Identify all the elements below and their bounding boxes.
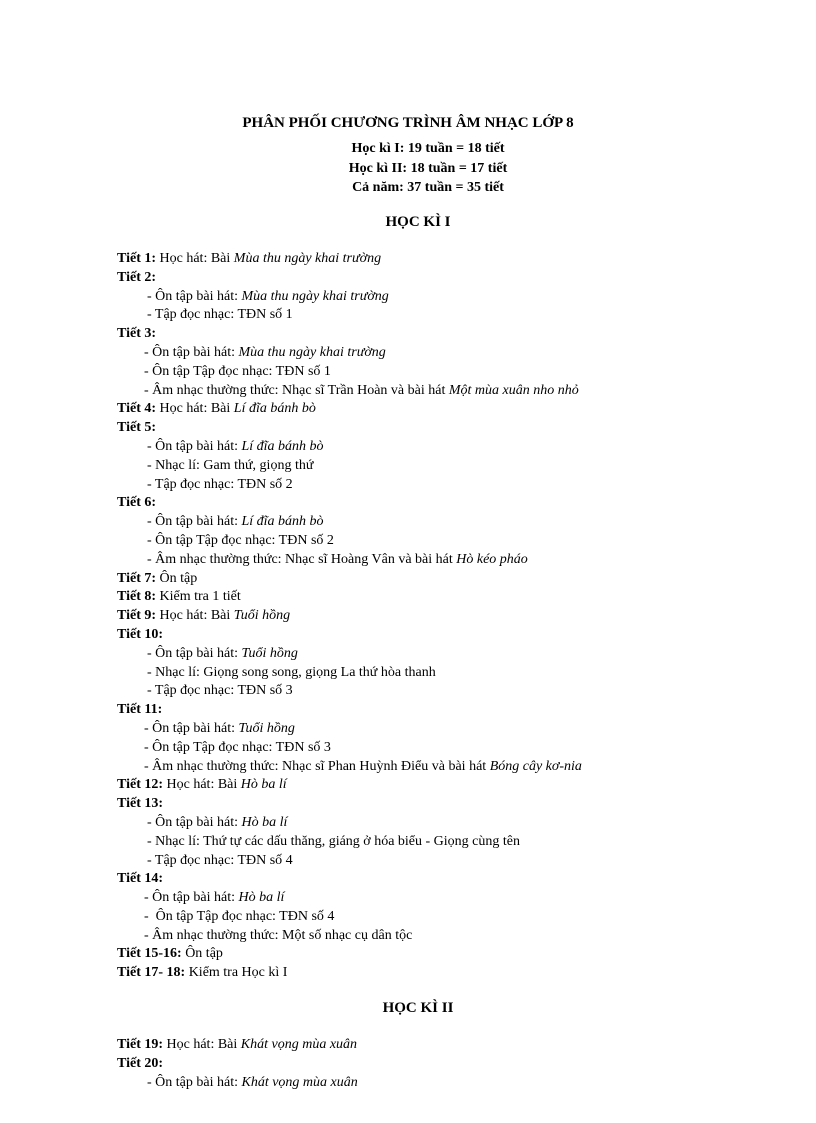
song-title: Tuổi hồng (238, 720, 295, 736)
lesson-label: Tiết 2: (117, 269, 157, 285)
lesson-row (117, 682, 797, 701)
song-title: Lí đĩa bánh bò (233, 401, 316, 417)
lesson-text: Ôn tập (156, 570, 198, 586)
lesson-row (117, 438, 797, 457)
lesson-row (117, 363, 797, 382)
lesson-row (117, 269, 797, 288)
lesson-text: - Âm nhạc thường thức: Nhạc sĩ Trần Hoàn và bài hát (144, 382, 449, 398)
lesson-row (117, 344, 797, 363)
lesson-row (117, 1055, 797, 1074)
song-title: Mùa thu ngày khai trường (241, 288, 389, 304)
lesson-label: Tiết 3: (117, 326, 157, 342)
lesson-text: Học hát: Bài (156, 608, 234, 624)
lesson-row (117, 664, 797, 683)
lesson-text: - Tập đọc nhạc: TĐN số 2 (147, 476, 293, 492)
lesson-text: - Âm nhạc thường thức: Nhạc sĩ Phan Huỳnh Điểu và bài hát (144, 758, 490, 774)
lesson-list-term-1 (117, 250, 797, 983)
song-title: Khát vọng mùa xuân (241, 1074, 358, 1090)
lesson-text: Học hát: Bài (163, 777, 241, 793)
lesson-row (117, 513, 797, 532)
lesson-text: - Ôn tập bài hát: (144, 890, 239, 906)
lesson-text: - Ôn tập bài hát: (147, 1074, 242, 1090)
song-title: Mùa thu ngày khai trường (233, 251, 382, 266)
lesson-row (117, 588, 797, 607)
lesson-text: Học hát: Bài (156, 401, 234, 417)
lesson-row (117, 476, 797, 495)
lesson-row (117, 382, 797, 401)
lesson-row (117, 645, 797, 664)
lesson-label: Tiết 11: (117, 702, 163, 718)
lesson-row (117, 250, 797, 269)
lesson-row (117, 1036, 797, 1055)
song-title: Hò ba lí (240, 777, 287, 793)
lesson-label: Tiết 20: (117, 1055, 164, 1071)
lesson-row (117, 720, 797, 739)
lesson-label: Tiết 13: (117, 796, 164, 812)
section-heading-term-2: HỌC KÌ II (382, 1000, 454, 1016)
song-title: Tuổi hồng (233, 608, 291, 624)
lesson-row (117, 419, 797, 438)
lesson-row (117, 776, 797, 795)
song-title: Lí đĩa bánh bò (241, 514, 324, 530)
lesson-text: - Âm nhạc thường thức: Nhạc sĩ Hoàng Vân và bài hát (147, 551, 457, 567)
lesson-label: Tiết 1: (117, 251, 157, 266)
song-title: Tuổi hồng (241, 645, 298, 661)
subtitle-term-1: Học kì I: 19 tuần = 18 tiết (351, 141, 505, 156)
lesson-row (117, 927, 797, 946)
lesson-row (117, 626, 797, 645)
song-title: Một mùa xuân nho nhỏ (448, 382, 579, 398)
song-title: Hò kéo pháo (456, 551, 528, 567)
lesson-text: - Nhạc lí: Giọng song song, giọng La thứ hòa thanh (147, 664, 436, 680)
lesson-label: Tiết 7: (117, 570, 157, 586)
lesson-row (117, 701, 797, 720)
lesson-row (117, 908, 797, 927)
lesson-row (117, 570, 797, 589)
lesson-label: Tiết 17- 18: (117, 965, 186, 981)
lesson-text: - Ôn tập Tập đọc nhạc: TĐN số 4 (144, 908, 335, 924)
lesson-text: - Nhạc lí: Gam thứ, giọng thứ (147, 457, 314, 473)
lesson-label: Tiết 19: (117, 1037, 164, 1052)
lesson-row (117, 494, 797, 513)
lesson-row (117, 852, 797, 871)
lesson-row (117, 739, 797, 758)
lesson-text: Kiểm tra Học kì I (185, 965, 288, 981)
lesson-row (117, 306, 797, 325)
lesson-text: Kiểm tra 1 tiết (156, 589, 241, 605)
lesson-row (117, 457, 797, 476)
lesson-row (117, 889, 797, 908)
lesson-text: Học hát: Bài (163, 1037, 241, 1052)
lesson-row (117, 833, 797, 852)
lesson-text: - Nhạc lí: Thứ tự các dấu thăng, giáng ở hóa biểu - Giọng cùng tên (147, 833, 520, 849)
lesson-text: - Tập đọc nhạc: TĐN số 4 (147, 852, 293, 868)
lesson-label: Tiết 14: (117, 871, 164, 887)
lesson-row (117, 607, 797, 626)
lesson-label: Tiết 6: (117, 495, 157, 511)
lesson-text: - Ôn tập Tập đọc nhạc: TĐN số 1 (144, 363, 331, 379)
song-title: Hò ba lí (241, 814, 288, 830)
lesson-text: - Ôn tập bài hát: (147, 288, 242, 304)
lesson-row (117, 814, 797, 833)
subtitle-term-2: Học kì II: 18 tuần = 17 tiết (348, 161, 508, 176)
lesson-text: - Ôn tập bài hát: (144, 344, 239, 360)
lesson-label: Tiết 8: (117, 589, 157, 605)
song-title: Lí đĩa bánh bò (241, 438, 324, 454)
lesson-row (117, 551, 797, 570)
song-title: Khát vọng mùa xuân (240, 1037, 358, 1052)
lesson-label: Tiết 5: (117, 420, 157, 436)
lesson-row (117, 532, 797, 551)
lesson-text: - Ôn tập bài hát: (147, 514, 242, 530)
lesson-label: Tiết 9: (117, 608, 157, 624)
lesson-text: - Tập đọc nhạc: TĐN số 3 (147, 683, 293, 699)
lesson-text: - Âm nhạc thường thức: Một số nhạc cụ dân tộc (144, 927, 413, 943)
lesson-text: - Ôn tập bài hát: (147, 438, 242, 454)
lesson-row (117, 758, 797, 777)
subtitle-full-year: Cả năm: 37 tuần = 35 tiết (352, 180, 504, 195)
song-title: Hò ba lí (238, 890, 285, 906)
lesson-row (117, 945, 797, 964)
lesson-row (117, 964, 797, 983)
lesson-label: Tiết 12: (117, 777, 164, 793)
lesson-text: - Ôn tập bài hát: (144, 720, 239, 736)
lesson-list-term-2 (117, 1036, 797, 1092)
lesson-text: - Tập đọc nhạc: TĐN số 1 (147, 307, 293, 323)
lesson-row (117, 288, 797, 307)
lesson-text: - Ôn tập bài hát: (147, 814, 242, 830)
document-title: PHÂN PHỐI CHƯƠNG TRÌNH ÂM NHẠC LỚP 8 (242, 115, 574, 131)
lesson-row (117, 325, 797, 344)
section-heading-term-1: HỌC KÌ I (385, 214, 451, 230)
lesson-row (117, 795, 797, 814)
lesson-row (117, 870, 797, 889)
lesson-text: Ôn tập (181, 946, 223, 962)
song-title: Bóng cây kơ-nia (489, 758, 582, 774)
lesson-text: - Ôn tập Tập đọc nhạc: TĐN số 2 (147, 532, 334, 548)
song-title: Mùa thu ngày khai trường (238, 344, 386, 360)
lesson-text: - Ôn tập bài hát: (147, 645, 242, 661)
lesson-label: Tiết 15-16: (117, 946, 182, 962)
lesson-text: Học hát: Bài (156, 251, 234, 266)
lesson-text: - Ôn tập Tập đọc nhạc: TĐN số 3 (144, 739, 331, 755)
lesson-row (117, 1074, 797, 1093)
lesson-label: Tiết 10: (117, 626, 164, 642)
lesson-row (117, 400, 797, 419)
lesson-label: Tiết 4: (117, 401, 157, 417)
